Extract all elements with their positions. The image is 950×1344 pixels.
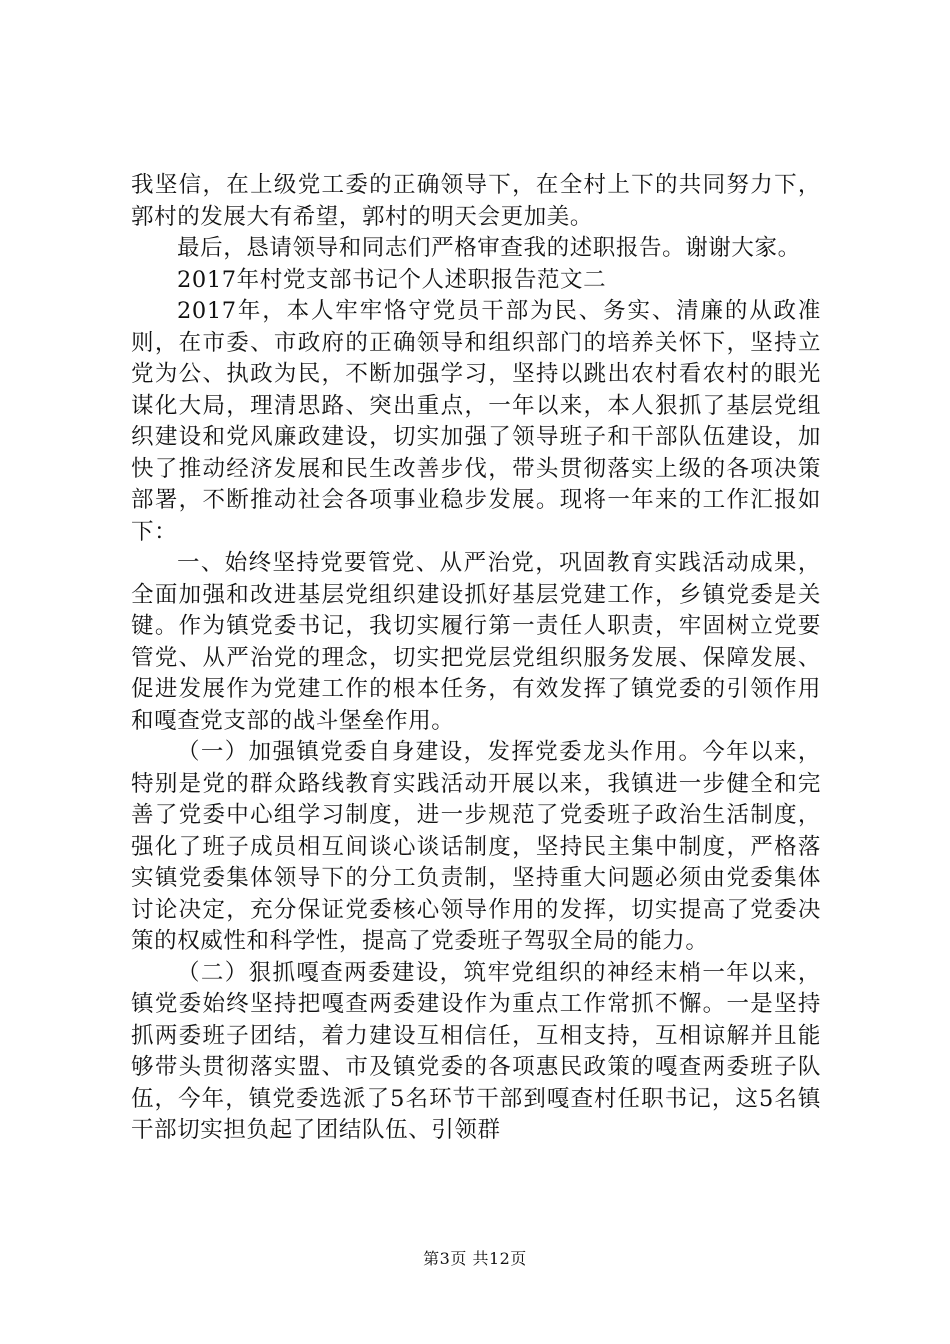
paragraph-point-one: 一、始终坚持党要管党、从严治党，巩固教育实践活动成果，全面加强和改进基层党组织建设抓好基层党建工作，乡镇党委是关键。作为镇党委书记，我切实履行第一责任人职责，牢固树立党要管党、从严治党的理念，切实把党层党组织服务发展、保障发展、促进发展作为党建工作的根本任务，有效发挥了镇党委的引领作用和嘎查党支部的战斗堡垒作用。 (131, 550, 821, 734)
page-footer: 第3页 共12页 (423, 1249, 527, 1268)
paragraph-subpoint-one: （一）加强镇党委自身建设，发挥党委龙头作用。今年以来，特别是党的群众路线教育实践活动开展以来，我镇进一步健全和完善了党委中心组学习制度，进一步规范了党委班子政治生活制度，强化了班子成员相互间谈心谈话制度，坚持民主集中制度，严格落实镇党委集体领导下的分工负责制，坚持重大问题必须由党委集体讨论决定，充分保证党委核心领导作用的发挥，切实提高了党委决策的权威性和科学性，提高了党委班子驾驭全局的能力。 (131, 739, 821, 954)
document-body (131, 170, 821, 1147)
section-heading: 2017年村党支部书记个人述职报告范文二 (177, 266, 607, 293)
paragraph-subpoint-two: （二）狠抓嘎查两委建设，筑牢党组织的神经末梢一年以来，镇党委始终坚持把嘎查两委建设作为重点工作常抓不懈。一是坚持抓两委班子团结，着力建设互相信任，互相支持，互相谅解并且能够带头贯彻落实盟、市及镇党委的各项惠民政策的嘎查两委班子队伍，今年，镇党委选派了5名环节干部到嘎查村任职书记，这5名镇干部切实担负起了团结队伍、引领群 (131, 959, 821, 1143)
paragraph-closing: 最后，恳请领导和同志们严格审查我的述职报告。谢谢大家。 (177, 235, 801, 261)
paragraph-intro: 2017年，本人牢牢恪守党员干部为民、务实、清廉的从政准则，在市委、市政府的正确领导和组织部门的培养关怀下，坚持立党为公、执政为民，不断加强学习，坚持以跳出农村看农村的眼光谋化大局，理清思路、突出重点，一年以来，本人狠抓了基层党组织建设和党风廉政建设，切实加强了领导班子和干部队伍建设，加快了推动经济发展和民生改善步伐，带头贯彻落实上级的各项决策部署，不断推动社会各项事业稳步发展。现将一年来的工作汇报如下： (131, 298, 821, 545)
paragraph-continuation: 我坚信，在上级党工委的正确领导下，在全村上下的共同努力下，郭村的发展大有希望，郭村的明天会更加美。 (131, 172, 821, 230)
